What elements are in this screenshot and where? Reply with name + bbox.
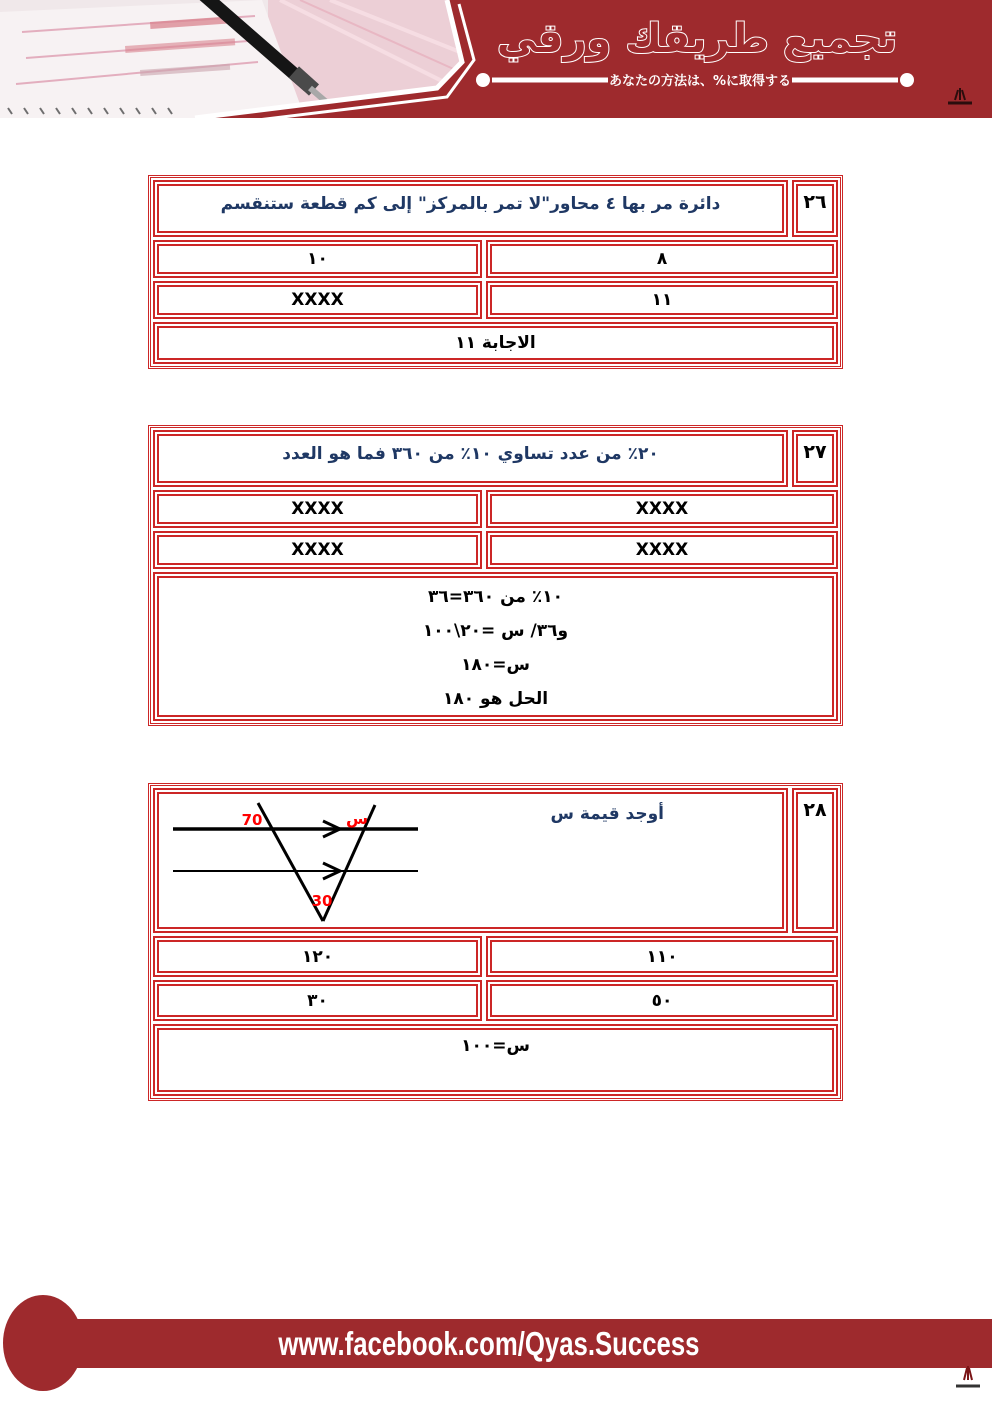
question-number: ٢٨ [792,788,838,933]
page-brand-mark-icon [948,1360,984,1398]
parallel-lines-diagram [173,794,425,927]
header-banner [0,0,992,118]
answer-option: XXXX [486,490,838,528]
answer-option: ١٠ [153,240,482,278]
question-title: ٢٠٪ من عدد تساوي ١٠٪ من ٣٦٠ فما هو العدد [153,430,788,487]
answer-option: XXXX [153,490,482,528]
question-number: ٢٦ [792,180,838,237]
answer-option: XXXX [486,531,838,569]
answer-option: ١١٠ [486,936,838,977]
brand-subtitle: あなたの方法は、%に取得する [608,74,792,89]
angle-label-70: 70 [241,811,263,829]
solution-line: الحل هو ١٨٠ [442,689,549,709]
answer-row: س=١٠٠ [153,1024,838,1096]
options-row [153,490,838,528]
answer-row: الاجابة ١١ [153,322,838,364]
answer-option: ٣٠ [153,980,482,1021]
question-block-27 [148,425,843,726]
question-title: أوجد قيمة س [550,804,664,824]
angle-label-30: 30 [311,892,333,910]
options-row [153,281,838,319]
question-header-row [153,430,838,487]
question-header-row [153,180,838,237]
question-title: دائرة مر بها ٤ محاور"لا تمر بالمركز" إلى كم قطعة ستنقسم [153,180,788,237]
options-row [153,240,838,278]
answer-option: XXXX [153,531,482,569]
options-row [153,980,838,1021]
answer-option: ٨ [486,240,838,278]
answer-option: ١١ [486,281,838,319]
question-block-26 [148,175,843,369]
angle-label-x: س [345,809,369,828]
options-row [153,936,838,977]
question-number: ٢٧ [792,430,838,487]
solution-box [153,572,838,721]
answer-option: XXXX [153,281,482,319]
answer-option: ١٢٠ [153,936,482,977]
answer-option: ٥٠ [486,980,838,1021]
question-title-cell [153,788,788,933]
solution-line: و٣٦/ س =٢٠\١٠٠ [422,621,569,641]
solution-line: ١٠٪ من ٣٦٠=٣٦ [428,587,563,607]
question-block-28 [148,783,843,1101]
question-header-row [153,788,838,933]
brand-title: تجميع طريقك ورقي [496,16,898,62]
facebook-url: www.facebook.com/Qyas.Success [277,1324,700,1362]
solution-line: س=١٨٠ [461,655,530,675]
options-row [153,531,838,569]
footer-banner [40,1319,992,1368]
